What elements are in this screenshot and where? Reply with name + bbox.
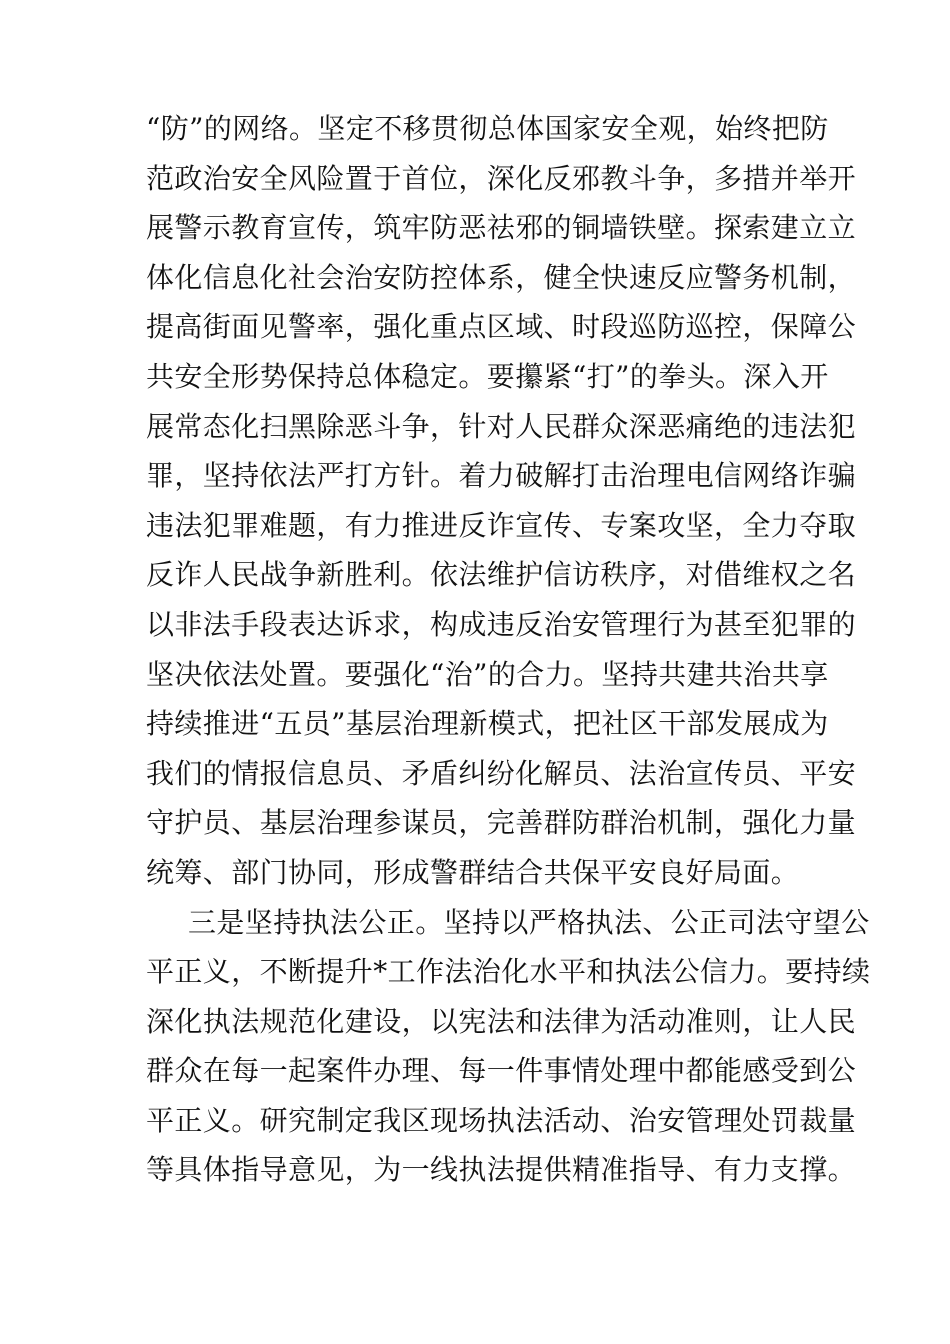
paragraph-1-line-8: 罪，坚持依法严打方针。着力破解打击治理电信网络诈骗 <box>146 459 857 493</box>
paragraph-1-line-3: 展警示教育宣传，筑牢防恶祛邪的铜墙铁壁。探索建立立 <box>146 211 857 245</box>
paragraph-1-line-9: 违法犯罪难题，有力推进反诈宣传、专案攻坚，全力夺取 <box>146 508 857 542</box>
paragraph-2-line-2: 平正义，不断提升*工作法治化水平和执法公信力。要持续 <box>146 955 871 989</box>
paragraph-1-line-16: 统筹、部门协同，形成警群结合共保平安良好局面。 <box>146 855 800 889</box>
paragraph-1-line-13: 持续推进“五员”基层治理新模式，把社区干部发展成为 <box>146 707 829 741</box>
paragraph-1-line-11: 以非法手段表达诉求，构成违反治安管理行为甚至犯罪的 <box>146 607 857 641</box>
paragraph-1-line-15: 守护员、基层治理参谋员，完善群防群治机制，强化力量 <box>146 806 857 840</box>
paragraph-1-line-4: 体化信息化社会治安防控体系，健全快速反应警务机制， <box>146 260 857 294</box>
paragraph-1-line-6: 共安全形势保持总体稳定。要攥紧“打”的拳头。深入开 <box>146 359 829 393</box>
paragraph-1-line-10: 反诈人民战争新胜利。依法维护信访秩序，对借维权之名 <box>146 558 857 592</box>
paragraph-1-line-2: 范政治安全风险置于首位，深化反邪教斗争，多措并举开 <box>146 161 857 195</box>
body-text <box>146 104 871 1195</box>
paragraph-1-line-5: 提高街面见警率，强化重点区域、时段巡防巡控，保障公 <box>146 310 857 344</box>
paragraph-2-line-6: 等具体指导意见，为一线执法提供精准指导、有力支撑。 <box>146 1153 857 1187</box>
paragraph-1-line-7: 展常态化扫黑除恶斗争，针对人民群众深恶痛绝的违法犯 <box>146 409 857 443</box>
paragraph-2-line-5: 平正义。研究制定我区现场执法活动、治安管理处罚裁量 <box>146 1103 857 1137</box>
paragraph-1-line-12: 坚决依法处置。要强化“治”的合力。坚持共建共治共享 <box>146 657 829 691</box>
paragraph-2-line-3: 深化执法规范化建设，以宪法和法律为活动准则，让人民 <box>146 1004 857 1038</box>
paragraph-2-line-4: 群众在每一起案件办理、每一件事情处理中都能感受到公 <box>146 1054 857 1088</box>
paragraph-2-line-1: 三是坚持执法公正。坚持以严格执法、公正司法守望公 <box>188 905 870 939</box>
paragraph-1-line-14: 我们的情报信息员、矛盾纠纷化解员、法治宣传员、平安 <box>146 756 857 790</box>
paragraph-1-line-1: “防”的网络。坚定不移贯彻总体国家安全观，始终把防 <box>146 112 829 145</box>
